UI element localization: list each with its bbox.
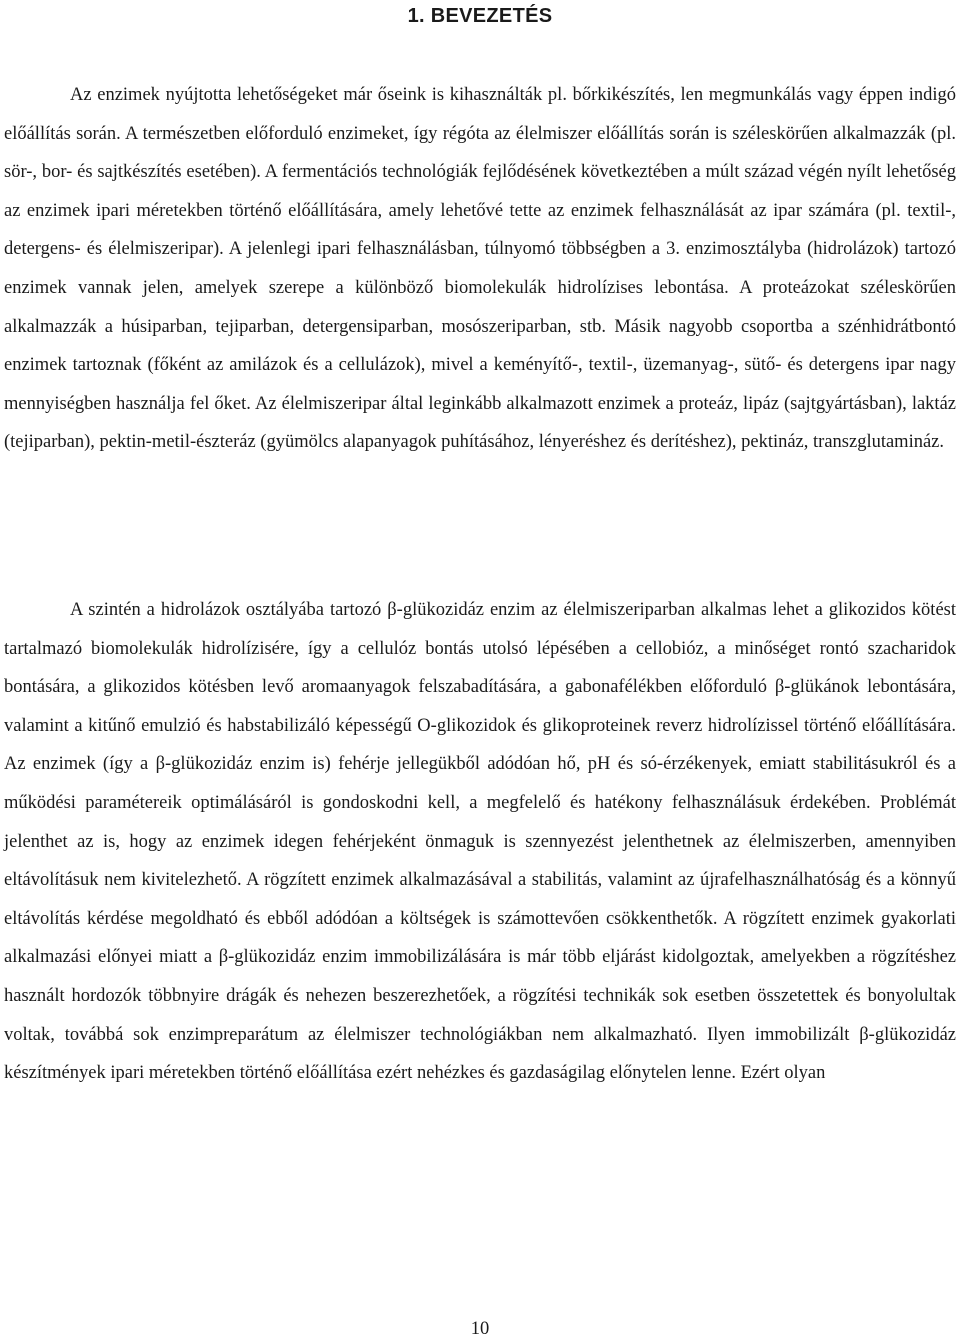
body-paragraph-2: A szintén a hidrolázok osztályába tartozó β-glükozidáz enzim az élelmiszeriparban alkalmas lehet a glikozidos kötést tartalmazó biomolekulák hidrolízisére, így a cellulóz bontás utolsó lépésében a cellobióz, a minőséget rontó szacharidok bontására, a glikozidos kötésben levő aromaanyagok felszabadítására, a gabonafélékben előforduló β-glükánok lebontására, valamint a kitűnő emulzió és habstabilizáló képességű O-glikozidok és glikoproteinek reverz hidrolízissel történő előállítására. Az enzimek (így a β-glükozidáz enzim is) fehérje jellegükből adódóan hő, pH és só-érzékenyek, emiatt stabilitásukról és a működési paramétereik optimálásáról is gondoskodni kell, a megfelelő és hatékony felhasználásuk érdekében. Problémát jelenthet az is, hogy az enzimek idegen fehérjeként önmaguk is szennyezést jelenthetnek az élelmiszerben, amennyiben eltávolításuk nem kivitelezhető. A rögzített enzimek alkalmazásával a stabilitás, valamint az újrafelhasználhatóság és a könnyű eltávolítás kérdése megoldható és ebből adódóan a költségek is számottevően csökkenthetők. A rögzített enzimek gyakorlati alkalmazási előnyei miatt a β-glükozidáz enzim immobilizálására is már több eljárást kidolgoztak, amelyekben a rögzítéshez használt hordozók többnyire drágák és nehezen beszerezhetőek, a rögzítési technikák sok esetben összetettek és bonyolultak voltak, továbbá sok enzimpreparátum az élelmiszer technológiákban nem alkalmazható. Ilyen immobilizált β-glükozidáz készítmények ipari méretekben történő előállítása ezért nehézkes és gazdaságilag előnytelen lenne. Ezért olyan bbox=[4, 600, 956, 1084]
body-paragraph-1: Az enzimek nyújtotta lehetőségeket már őseink is kihasználták pl. bőrkikészítés, len megmunkálás vagy éppen indigó előállítás során. A természetben előforduló enzimeket, így régóta az élelmiszer előállítás során is széleskörűen alkalmazzák (pl. sör-, bor- és sajtkészítés esetében). A fermentációs technológiák fejlődésének következtében a múlt század végén nyílt lehetőség az enzimek ipari méretekben történő előállítására, amely lehetővé tette az enzimek felhasználását az ipar számára (pl. textil-, detergens- és élelmiszeripar). A jelenlegi ipari felhasználásban, túlnyomó többségben a 3. enzimosztályba (hidrolázok) tartozó enzimek vannak jelen, amelyek szerepe a különböző biomolekulák hidrolízises lebontása. A proteázokat széleskörűen alkalmazzák a húsiparban, tejiparban, detergensiparban, mosószeriparban, stb. Másik nagyobb csoportba a szénhidrátbontó enzimek tartoznak (főként az amilázok és a cellulázok), mivel a keményítő-, textil-, üzemanyag-, sütő- és detergens ipar nagy mennyiségben használja fel őket. Az élelmiszeripar által leginkább alkalmazott enzimek a proteáz, lipáz (sajtgyártásban), laktáz (tejiparban), pektin-metil-észteráz (gyümölcs alapanyagok puhításához, lényeréshez és derítéshez), pektináz, transzglutamináz. bbox=[4, 85, 956, 453]
chapter-heading: 1. BEVEZETÉS bbox=[407, 5, 553, 27]
page-number: 10 bbox=[470, 1319, 490, 1339]
